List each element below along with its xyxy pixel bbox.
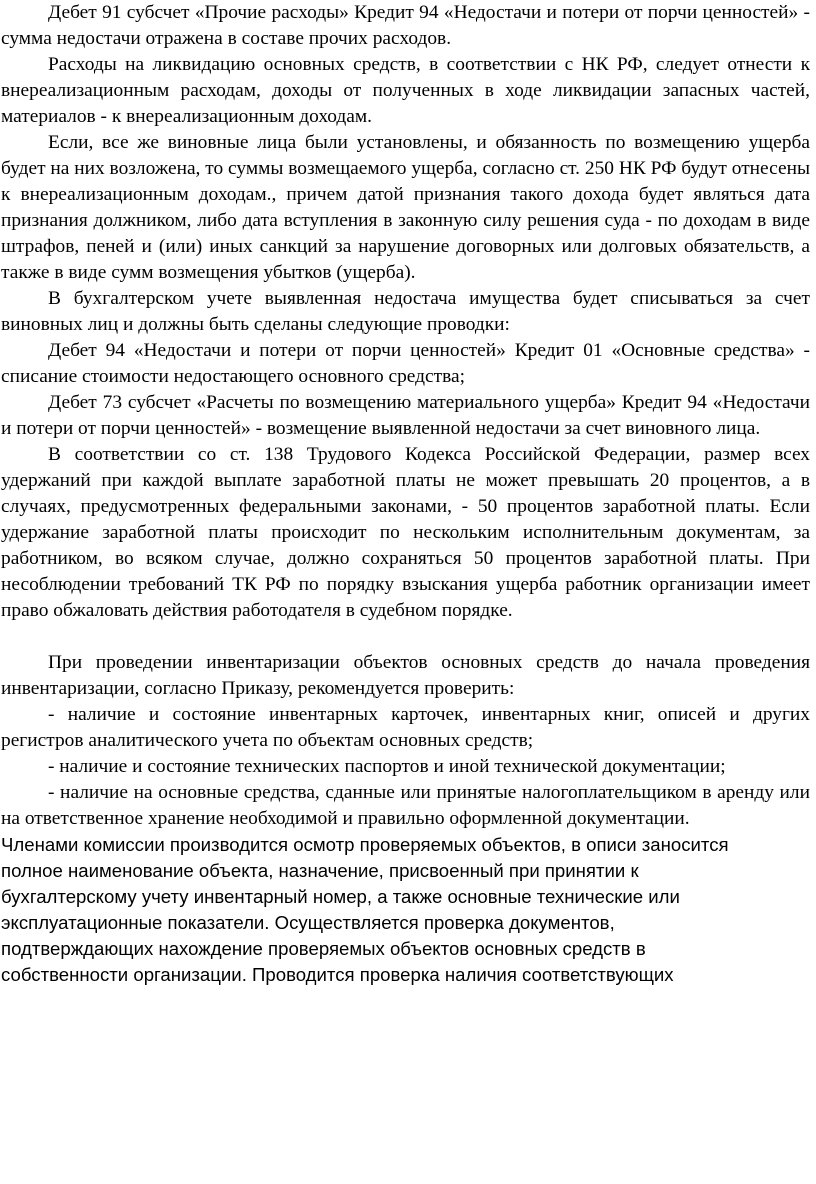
paragraph-spacer bbox=[1, 624, 810, 650]
paragraph-inventory-intro: При проведении инвентаризации объектов основных средств до начала проведения инвентаризации, согласно Приказу, рекомендуется проверить: bbox=[1, 652, 810, 699]
paragraph-labor-code-article-138: В соответствии со ст. 138 Трудового Кодекса Российской Федерации, размер всех удержаний при каждой выплате заработной платы не может превышать 20 процентов, а в случаях, предусмотренных федеральными законами, - 50 процентов заработной платы. Если удержание заработной платы происходит по нескольким исполнительным документам, за работником, во всяком случае, должно сохраняться 50 процентов заработной платы. При несоблюдении требований ТК РФ по порядку взыскания ущерба работник организации имеет право обжаловать действия работодателя в судебном порядке. bbox=[1, 444, 810, 621]
paragraph-debit-91: Дебет 91 субсчет «Прочие расходы» Кредит 94 «Недостачи и потери от порчи ценностей» - сумма недостачи отражена в составе прочих расходов. bbox=[1, 2, 810, 49]
paragraph-entry-debit-94: Дебет 94 «Недостачи и потери от порчи ценностей» Кредит 01 «Основные средства» - списание стоимости недостающего основного средства; bbox=[1, 340, 810, 387]
paragraph-accounting-entries-intro: В бухгалтерском учете выявленная недостача имущества будет списываться за счет виновных лиц и должны быть сделаны следующие проводки: bbox=[1, 288, 810, 335]
paragraph-commission-inspection: Членами комиссии производится осмотр проверяемых объектов, в описи заносится полное наименование объекта, назначение, присвоенный при принятии к бухгалтерскому учету инвентарный номер, а также основные технические или эксплуатационные показатели. Осуществляется проверка документов, подтверждающих нахождение проверяемых объектов основных средств в собственности организации. Проводится проверка наличия соответствующих bbox=[1, 834, 729, 985]
paragraph-entry-debit-73: Дебет 73 субсчет «Расчеты по возмещению материального ущерба» Кредит 94 «Недостачи и потери от порчи ценностей» - возмещение выявленной недостачи за счет виновного лица. bbox=[1, 392, 810, 439]
paragraph-guilty-persons: Если, все же виновные лица были установлены, и обязанность по возмещению ущерба будет на них возложена, то суммы возмещаемого ущерба, согласно ст. 250 НК РФ будут отнесены к внереализационным доходам., причем датой признания такого дохода будет являться дата признания должником, либо дата вступления в законную силу решения суда - по доходам в виде штрафов, пеней и (или) иных санкций за нарушение договорных или долговых обязательств, а также в виде сумм возмещения убытков (ущерба). bbox=[1, 132, 810, 283]
list-item-inventory-cards: - наличие и состояние инвентарных карточек, инвентарных книг, описей и других регистров аналитического учета по объектам основных средств; bbox=[1, 704, 810, 751]
list-item-technical-passports: - наличие и состояние технических паспортов и иной технической документации; bbox=[48, 756, 726, 777]
paragraph-liquidation-expenses: Расходы на ликвидацию основных средств, в соответствии с НК РФ, следует отнести к внереализационным расходам, доходы от полученных в ходе ликвидации запасных частей, материалов - к внереализационным доходам. bbox=[1, 54, 810, 127]
list-item-lease-documentation: - наличие на основные средства, сданные или принятые налогоплательщиком в аренду или на ответственное хранение необходимой и правильно оформленной документации. bbox=[1, 782, 810, 829]
